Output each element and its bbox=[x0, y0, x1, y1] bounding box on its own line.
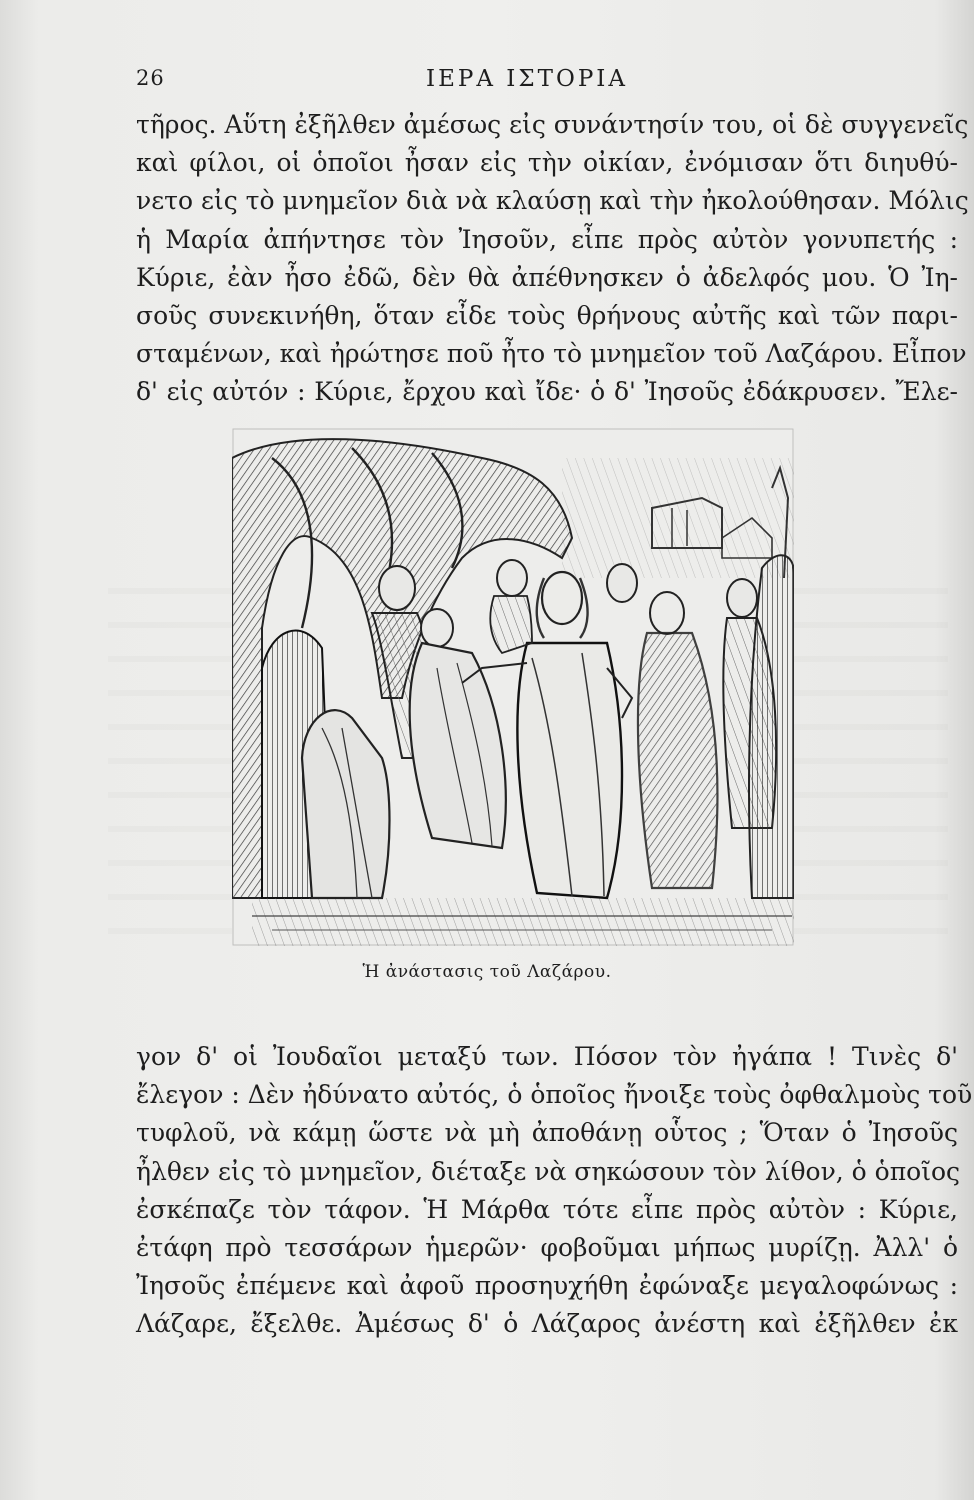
running-head bbox=[136, 66, 958, 98]
engraving-illustration bbox=[232, 428, 794, 946]
text-block-top bbox=[136, 106, 969, 412]
text-line: σταμένων, καὶ ἠρώτησε ποῦ ἦτο τὸ μνημεῖον τοῦ Λαζάρου. Εἶπον bbox=[136, 339, 967, 369]
text-line: Ἰησοῦς ἐπέμενε καὶ ἀφοῦ προσηυχήθη ἐφώναξε μεγαλοφώνως : bbox=[136, 1271, 958, 1301]
text-line: γον δ' οἱ Ἰουδαῖοι μεταξύ των. Πόσον τὸν ἠγάπα ! Τινὲς δ' bbox=[136, 1042, 958, 1071]
text-line: Λάζαρε, ἔξελθε. Ἀμέσως δ' ὁ Λάζαρος ἀνέστη καὶ ἐξῆλθεν ἐκ bbox=[136, 1309, 958, 1339]
text-line: δ' εἰς αὐτόν : Κύριε, ἔρχου καὶ ἴδε· ὁ δ' Ἰησοῦς ἐδάκρυσεν. Ἔλε- bbox=[136, 377, 958, 407]
page-number: 26 bbox=[136, 66, 165, 90]
text-line: ἡ Μαρία ἀπήντησε τὸν Ἰησοῦν, εἶπε πρὸς αὐτὸν γονυπετής : bbox=[136, 224, 958, 254]
text-line: Κύριε, ἐὰν ἦσο ἐδῶ, δὲν θὰ ἀπέθνησκεν ὁ ἀδελφός μου. Ὁ Ἰη- bbox=[136, 262, 958, 292]
figure-caption: Ἡ ἀνάστασις τοῦ Λαζάρου. bbox=[362, 962, 612, 982]
text-line: τῆρος. Αὕτη ἐξῆλθεν ἀμέσως εἰς συνάντησίν του, οἱ δὲ συγγενεῖς bbox=[136, 110, 969, 139]
text-line: νετο εἰς τὸ μνημεῖον διὰ νὰ κλαύσῃ καὶ τὴν ἠκολούθησαν. Μόλις bbox=[136, 186, 969, 216]
text-line: σοῦς συνεκινήθη, ὅταν εἶδε τοὺς θρήνους αὐτῆς καὶ τῶν παρι- bbox=[136, 300, 958, 330]
text-line: ἐσκέπαζε τὸν τάφον. Ἡ Μάρθα τότε εἶπε πρὸς αὐτὸν : Κύριε, bbox=[136, 1194, 958, 1224]
text-line: ἐτάφη πρὸ τεσσάρων ἡμερῶν· φοβοῦμαι μήπως μυρίζῃ. Ἀλλ' ὁ bbox=[136, 1232, 958, 1262]
text-line: τυφλοῦ, νὰ κάμῃ ὥστε νὰ μὴ ἀποθάνῃ οὗτος ; Ὅταν ὁ Ἰησοῦς bbox=[136, 1118, 958, 1148]
book-title: ΙΕΡΑ ΙΣΤΟΡΙΑ bbox=[426, 66, 628, 92]
text-line: ἦλθεν εἰς τὸ μνημεῖον, διέταξε νὰ σηκώσουν τὸν λίθον, ὁ ὁποῖος bbox=[136, 1156, 961, 1186]
text-line: ἔλεγον : Δὲν ἠδύνατο αὐτός, ὁ ὁποῖος ἤνοιξε τοὺς ὀφθαλμοὺς τοῦ bbox=[136, 1080, 973, 1110]
text-line: καὶ φίλοι, οἱ ὁποῖοι ἦσαν εἰς τὴν οἰκίαν, ἐνόμισαν ὅτι διηυθύ- bbox=[136, 148, 958, 178]
text-block-bottom bbox=[136, 1038, 973, 1344]
